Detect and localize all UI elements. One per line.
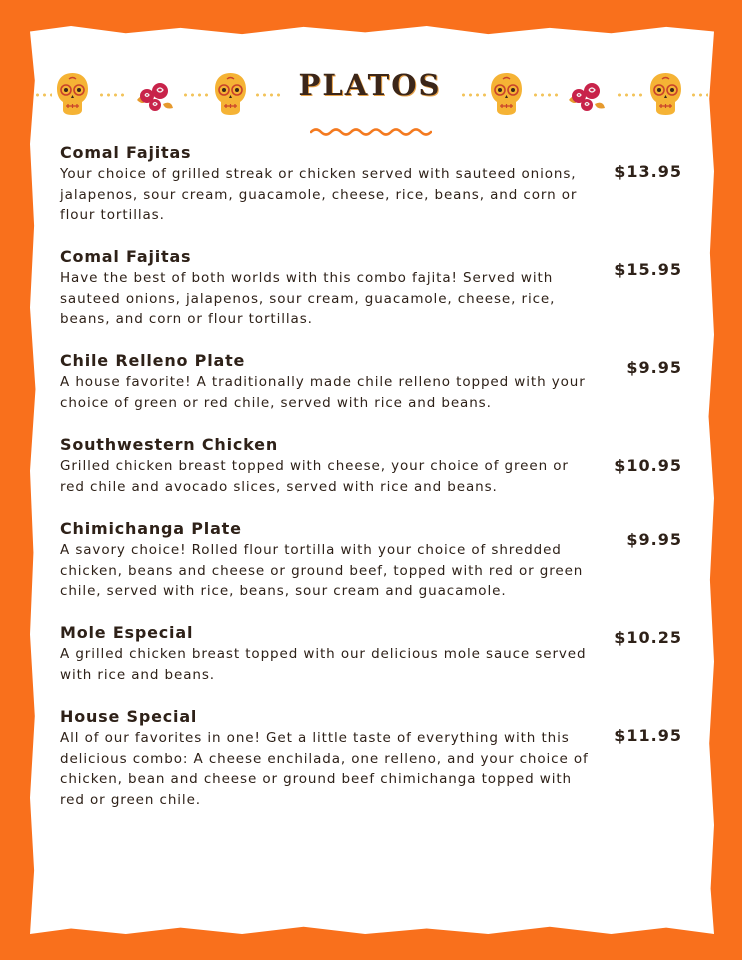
item-price: $9.95 bbox=[626, 530, 682, 549]
wave-divider-icon bbox=[310, 126, 432, 138]
sugar-skull-icon bbox=[56, 70, 89, 118]
dotted-ornament-right-4 bbox=[690, 93, 708, 97]
sugar-skull-icon bbox=[214, 70, 247, 118]
item-name: Mole Especial bbox=[60, 623, 194, 642]
dotted-ornament-right-2 bbox=[532, 93, 560, 97]
sugar-skull-icon bbox=[649, 70, 682, 118]
item-description: A house favorite! A traditionally made chile relleno topped with your choice of green or red chile, served with rice and beans. bbox=[60, 374, 586, 411]
rose-icon bbox=[133, 78, 175, 114]
item-name: Southwestern Chicken bbox=[60, 435, 279, 454]
item-description: All of our favorites in one! Get a little taste of everything with this delicious combo: A cheese enchilada, one relleno, and your choice of chicken, bean and cheese or ground beef chimichanga topped with red or green chile. bbox=[60, 730, 589, 808]
item-price: $9.95 bbox=[626, 358, 682, 377]
menu-item bbox=[60, 706, 680, 810]
item-name: Chile Relleno Plate bbox=[60, 351, 246, 370]
menu-item bbox=[60, 518, 680, 602]
menu-item bbox=[60, 434, 680, 497]
sugar-skull-icon bbox=[490, 70, 523, 118]
menu-item bbox=[60, 622, 680, 685]
item-price: $10.95 bbox=[614, 456, 682, 475]
dotted-ornament-right-3 bbox=[616, 93, 644, 97]
item-description: A savory choice! Rolled flour tortilla with your choice of shredded chicken, beans and cheese or ground beef, topped with red or green chile, served with rice, beans, sour cream and guacamole. bbox=[60, 542, 584, 599]
item-description: Have the best of both worlds with this combo fajita! Served with sauteed onions, jalapenos, sour cream, guacamole, cheese, rice, beans, and corn or flour tortillas. bbox=[60, 270, 556, 327]
dotted-ornament-left-2 bbox=[98, 93, 126, 97]
menu-item bbox=[60, 350, 680, 413]
item-name: House Special bbox=[60, 707, 198, 726]
item-description: Grilled chicken breast topped with cheese, your choice of green or red chile and avocado slices, served with rice and beans. bbox=[60, 458, 569, 495]
item-price: $10.25 bbox=[614, 628, 682, 647]
item-description: Your choice of grilled streak or chicken served with sauteed onions, jalapenos, sour cream, guacamole, cheese, rice, beans, and corn or flour tortillas. bbox=[60, 166, 578, 223]
dotted-ornament-left-3 bbox=[182, 93, 210, 97]
item-name: Chimichanga Plate bbox=[60, 519, 242, 538]
item-price: $11.95 bbox=[614, 726, 682, 745]
menu-item bbox=[60, 142, 680, 226]
dotted-ornament-left bbox=[34, 93, 52, 97]
page-title: PLATOS bbox=[298, 68, 442, 102]
rose-icon bbox=[565, 78, 607, 114]
menu-item bbox=[60, 246, 680, 330]
item-name: Comal Fajitas bbox=[60, 247, 192, 266]
item-description: A grilled chicken breast topped with our delicious mole sauce served with rice and beans. bbox=[60, 646, 587, 683]
item-price: $13.95 bbox=[614, 162, 682, 181]
item-price: $15.95 bbox=[614, 260, 682, 279]
item-name: Comal Fajitas bbox=[60, 143, 192, 162]
